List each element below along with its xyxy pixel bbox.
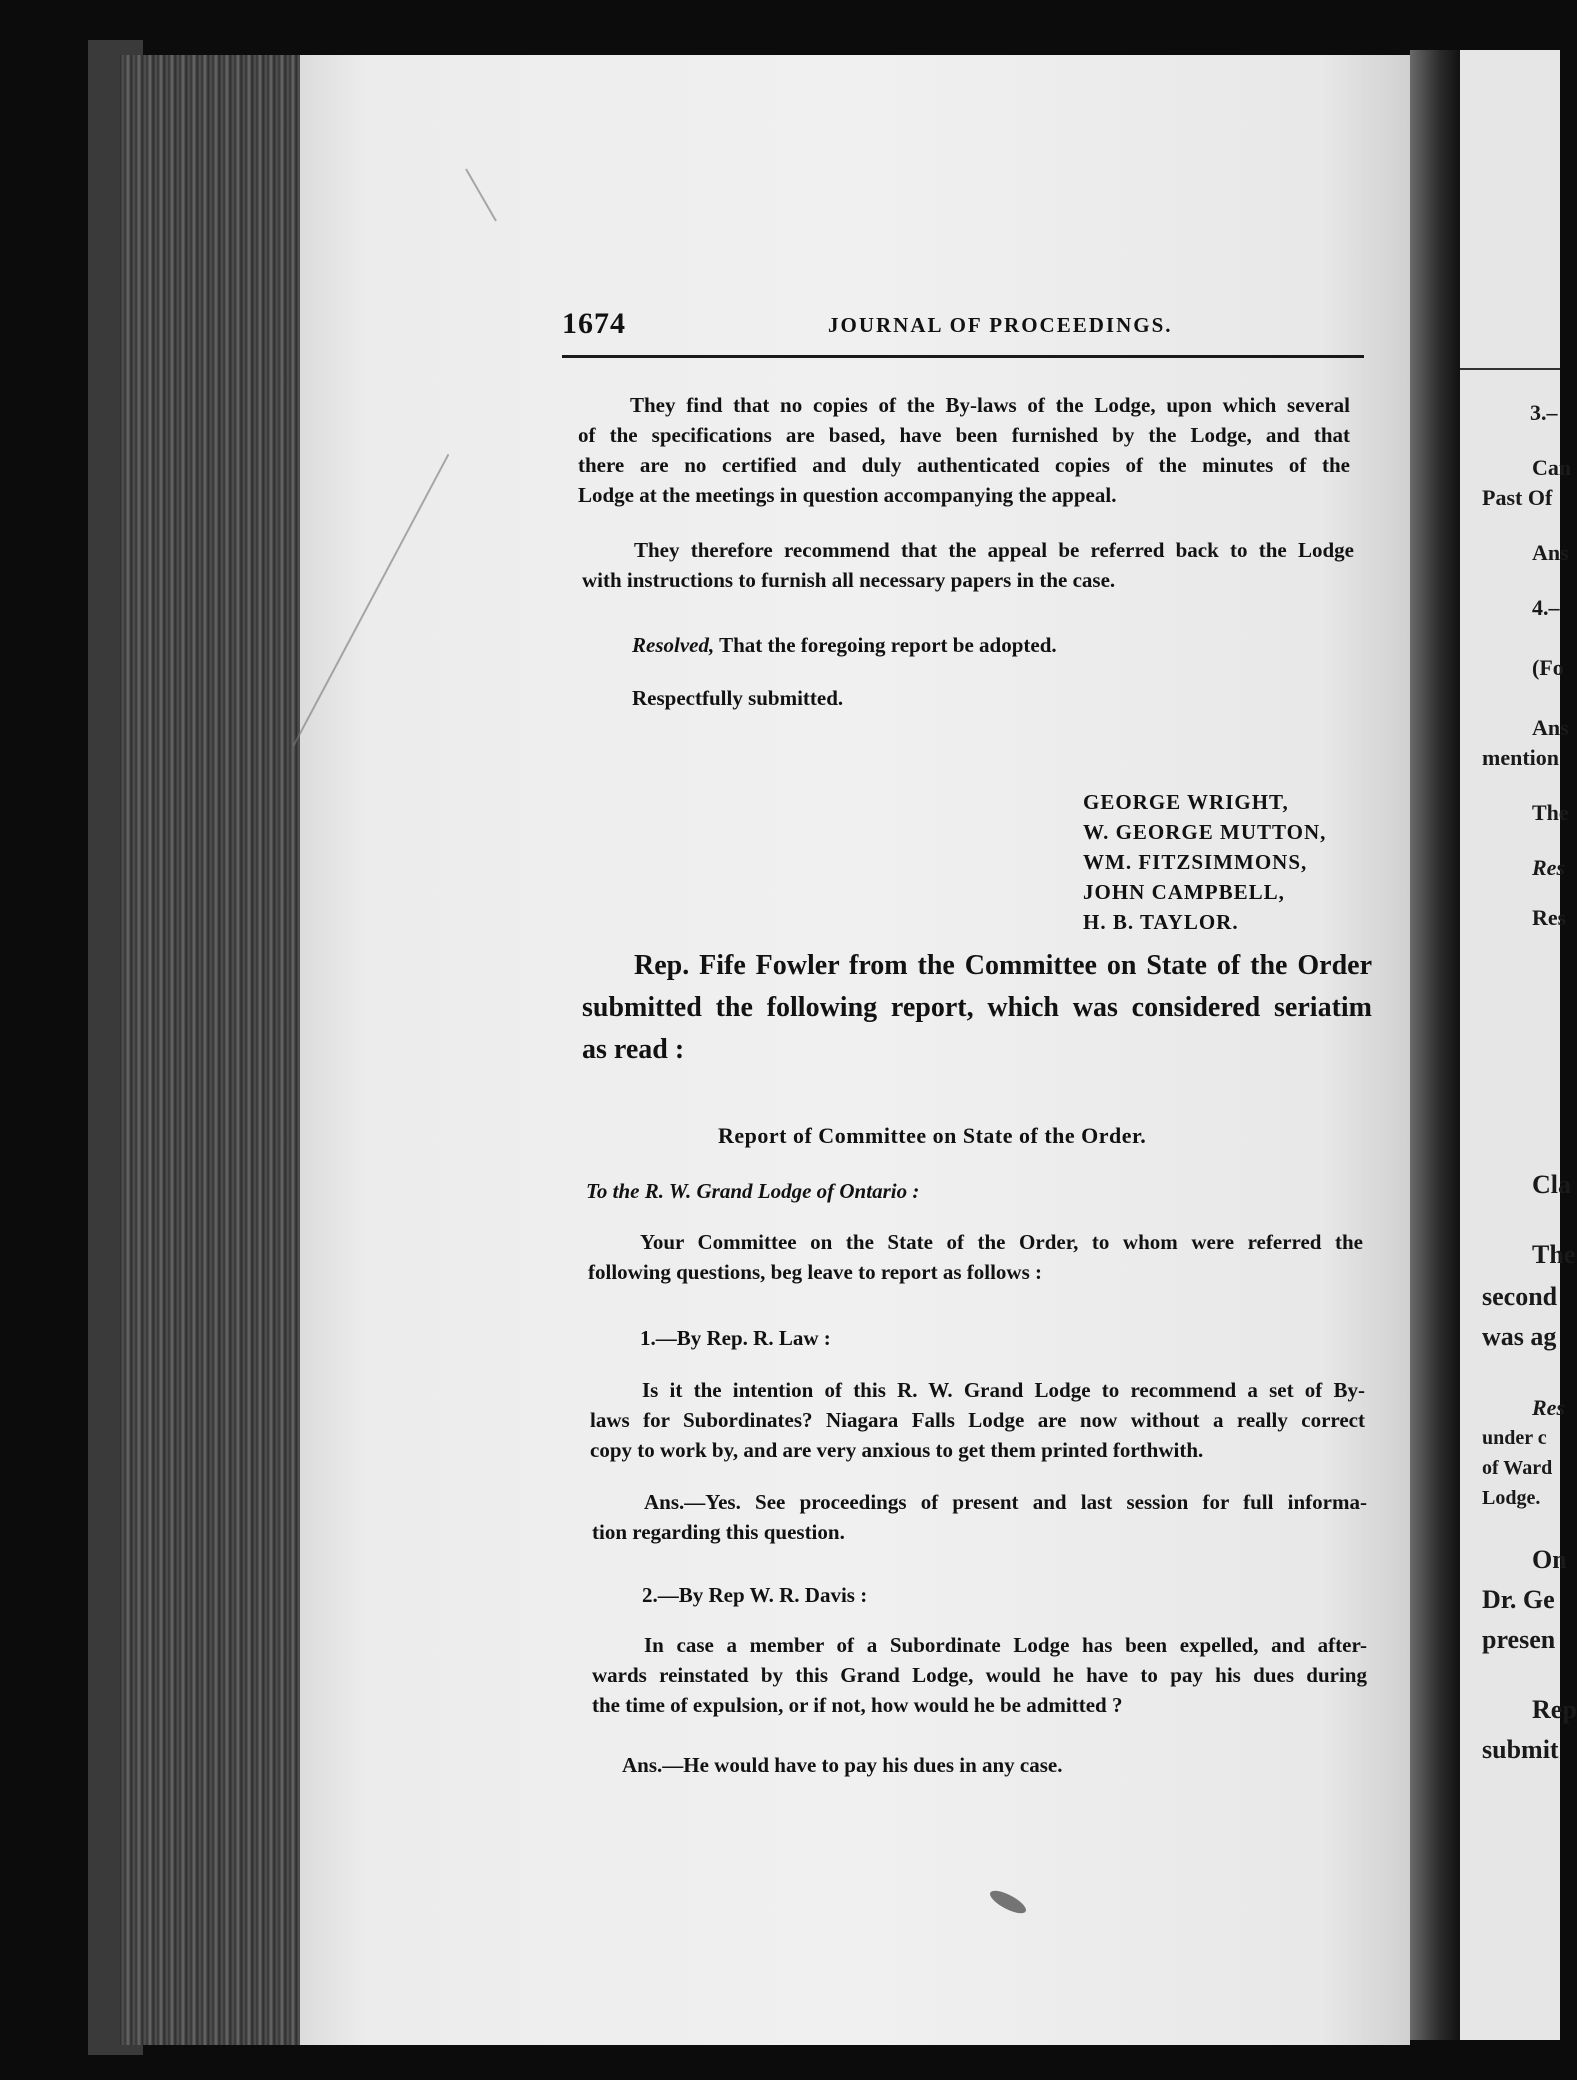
facing-page-rule bbox=[1460, 368, 1560, 370]
question-2-label: 2.—By Rep W. R. Davis : bbox=[642, 1583, 868, 1607]
facing-line: Dr. Ge bbox=[1482, 1585, 1555, 1614]
text-line: copy to work by, and are very anxious to get them printed forthwith. bbox=[590, 1438, 1204, 1462]
text-line: as read : bbox=[582, 1034, 685, 1065]
facing-line: The bbox=[1532, 800, 1569, 825]
signature-block bbox=[1083, 787, 1326, 937]
paragraph-no-bylaws bbox=[578, 390, 1350, 510]
facing-line: Past Of bbox=[1482, 485, 1553, 510]
text-line: with instructions to furnish all necessary papers in the case. bbox=[582, 568, 1116, 592]
signature-name: H. B. TAYLOR. bbox=[1083, 910, 1239, 934]
answer-2: Ans.—He would have to pay his dues in any case. bbox=[622, 1753, 1063, 1777]
signature-name: GEORGE WRIGHT, bbox=[1083, 790, 1289, 814]
text-line: laws for Subordinates? Niagara Falls Lodge are now without a really correct bbox=[590, 1408, 1365, 1432]
text-line: following questions, beg leave to report as follows : bbox=[588, 1260, 1043, 1284]
question-1-text bbox=[590, 1375, 1365, 1465]
facing-line: 3.– bbox=[1530, 400, 1558, 425]
paragraph-recommend bbox=[582, 535, 1354, 595]
text-line: They therefore recommend that the appeal be referred back to the Lodge bbox=[634, 538, 1354, 562]
text-line: wards reinstated by this Grand Lodge, would he have to pay his dues during bbox=[592, 1663, 1367, 1687]
facing-line: Cla bbox=[1532, 1170, 1571, 1199]
page-number: 1674 bbox=[562, 307, 626, 340]
text-line: In case a member of a Subordinate Lodge has been expelled, and after- bbox=[644, 1633, 1367, 1657]
facing-line: Res bbox=[1532, 905, 1567, 930]
ink-smudge bbox=[987, 1886, 1029, 1917]
page-scratch bbox=[293, 454, 450, 746]
facing-line: Ans bbox=[1532, 715, 1569, 740]
facing-line: The bbox=[1532, 1240, 1576, 1269]
resolved-line bbox=[632, 630, 1332, 660]
facing-line: Ans bbox=[1532, 540, 1569, 565]
facing-line: (Fo bbox=[1532, 655, 1564, 680]
header-rule bbox=[562, 355, 1364, 358]
facing-line: On bbox=[1532, 1545, 1567, 1574]
journal-page bbox=[300, 55, 1410, 2045]
text-line: there are no certified and duly authenticated copies of the minutes of the bbox=[578, 453, 1350, 477]
text-line: They find that no copies of the By-laws of the Lodge, upon which several bbox=[630, 393, 1350, 417]
text-line: Ans.—Yes. See proceedings of present and last session for full informa- bbox=[644, 1490, 1367, 1514]
facing-line: Res bbox=[1532, 855, 1565, 880]
report-intro bbox=[588, 1227, 1363, 1287]
respectfully-submitted: Respectfully submitted. bbox=[632, 686, 844, 710]
text-line: Rep. Fife Fowler from the Committee on State of the Order bbox=[634, 950, 1372, 981]
salutation: To the R. W. Grand Lodge of Ontario : bbox=[586, 1179, 920, 1203]
facing-line: presen bbox=[1482, 1625, 1556, 1654]
text-line: the time of expulsion, or if not, how would he be admitted ? bbox=[592, 1693, 1123, 1717]
facing-line: Lodge. bbox=[1482, 1487, 1541, 1509]
facing-line: 4.– bbox=[1532, 595, 1560, 620]
facing-line: Rep bbox=[1532, 1695, 1577, 1724]
text-line: Is it the intention of this R. W. Grand Lodge to recommend a set of By- bbox=[642, 1378, 1365, 1402]
fowler-paragraph bbox=[582, 945, 1372, 1071]
facing-line: Can bbox=[1532, 455, 1572, 480]
signature-name: JOHN CAMPBELL, bbox=[1083, 880, 1285, 904]
resolved-word: Resolved, bbox=[632, 633, 715, 657]
book-gutter bbox=[1410, 50, 1460, 2040]
text-line: Your Committee on the State of the Order, to whom were referred the bbox=[640, 1230, 1363, 1254]
resolved-text: That the foregoing report be adopted. bbox=[714, 633, 1057, 657]
page-scratch bbox=[465, 169, 497, 222]
question-2-text bbox=[592, 1630, 1367, 1720]
facing-line: under c bbox=[1482, 1427, 1547, 1449]
facing-line: was ag bbox=[1482, 1322, 1557, 1351]
facing-line: submit bbox=[1482, 1735, 1559, 1764]
facing-line: mention bbox=[1482, 745, 1559, 770]
text-line: of the specifications are based, have been furnished by the Lodge, and that bbox=[578, 423, 1350, 447]
signature-name: WM. FITZSIMMONS, bbox=[1083, 850, 1308, 874]
answer-1 bbox=[592, 1487, 1367, 1547]
running-title: JOURNAL OF PROCEEDINGS. bbox=[828, 313, 1173, 337]
facing-line: second bbox=[1482, 1282, 1558, 1311]
question-1-label: 1.—By Rep. R. Law : bbox=[640, 1326, 831, 1350]
text-line: submitted the following report, which was considered seriatim bbox=[582, 992, 1372, 1023]
text-line: Lodge at the meetings in question accompanying the appeal. bbox=[578, 483, 1117, 507]
facing-page bbox=[1460, 50, 1577, 2040]
report-heading: Report of Committee on State of the Order. bbox=[718, 1123, 1147, 1148]
facing-line: Res bbox=[1532, 1395, 1565, 1420]
signature-name: W. GEORGE MUTTON, bbox=[1083, 820, 1327, 844]
facing-line: of Ward bbox=[1482, 1457, 1553, 1479]
text-line: tion regarding this question. bbox=[592, 1520, 845, 1544]
